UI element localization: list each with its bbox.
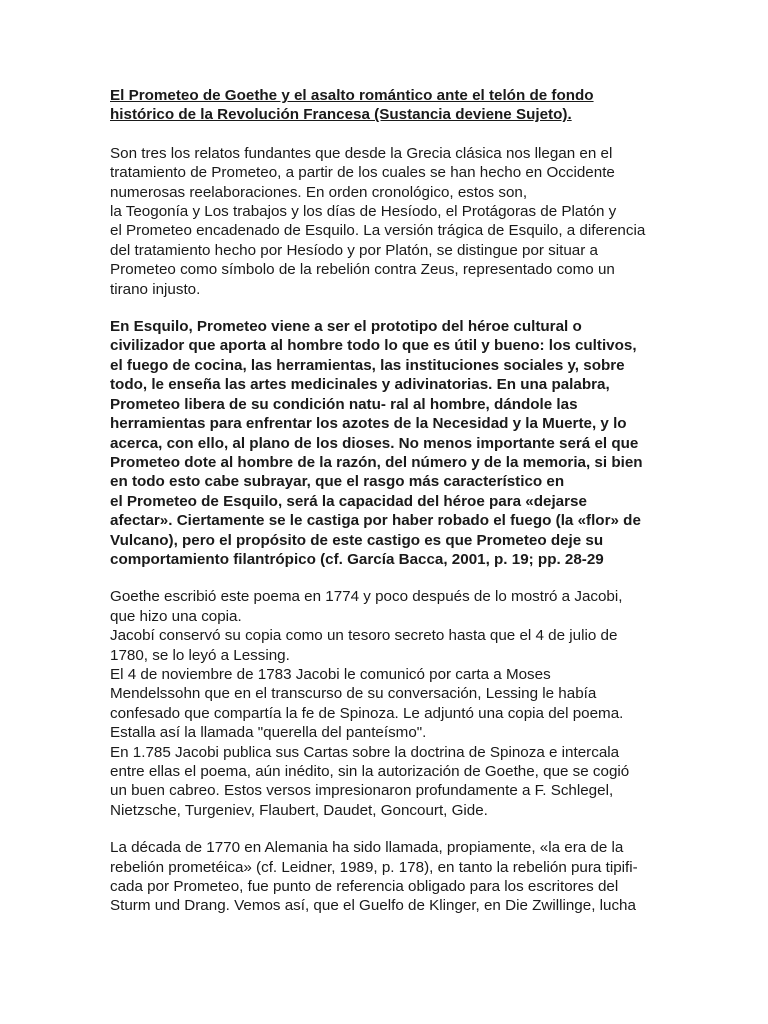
text-line: Vulcano), pero el propósito de este castigo es que Prometeo deje su	[110, 531, 604, 549]
text-line: acerca, con ello, al plano de los dioses. No menos importante será el que	[110, 434, 639, 452]
title-line: histórico de la Revolución Francesa (Sustancia deviene Sujeto).	[110, 106, 572, 124]
paragraph-gap	[110, 569, 670, 587]
paragraph-intro	[110, 144, 670, 299]
text-line: el fuego de cocina, las herramientas, las instituciones sociales y, sobre	[110, 356, 625, 374]
text-line: que hizo una copia.	[110, 607, 242, 625]
text-line: Sturm und Drang. Vemos así, que el Guelfo de Klinger, en Die Zwillinge, lucha	[110, 897, 636, 915]
text-line: tratamiento de Prometeo, a partir de los cuales se han hecho en Occidente	[110, 164, 615, 182]
text-line: la Teogonía y Los trabajos y los días de Hesíodo, el Protágoras de Platón y	[110, 203, 617, 221]
text-line: En 1.785 Jacobi publica sus Cartas sobre la doctrina de Spinoza e intercala	[110, 743, 620, 761]
text-line: tirano injusto.	[110, 280, 201, 298]
text-line: Mendelssohn que en el transcurso de su conversación, Lessing le había	[110, 685, 597, 703]
text-line: La década de 1770 en Alemania ha sido llamada, propiamente, «la era de la	[110, 839, 624, 857]
text-line: Prometeo dote al hombre de la razón, del número y de la memoria, si bien	[110, 453, 643, 471]
text-line: Prometeo como símbolo de la rebelión contra Zeus, representado como un	[110, 261, 615, 279]
text-line: un buen cabreo. Estos versos impresionaron profundamente a F. Schlegel,	[110, 782, 614, 800]
text-line: Nietzsche, Turgeniev, Flaubert, Daudet, Goncourt, Gide.	[110, 801, 488, 819]
paragraph-gap	[110, 299, 670, 317]
paragraph-goethe	[110, 587, 670, 820]
text-line: el Prometeo encadenado de Esquilo. La versión trágica de Esquilo, a diferencia	[110, 222, 646, 240]
text-line: todo, le enseña las artes medicinales y adivinatorias. En una palabra,	[110, 376, 610, 394]
text-line: numerosas reelaboraciones. En orden cronológico, estos son,	[110, 183, 528, 201]
paragraph-gap	[110, 125, 670, 144]
text-line: comportamiento filantrópico (cf. García Bacca, 2001, p. 19; pp. 28-29	[110, 550, 604, 568]
text-line: Goethe escribió este poema en 1774 y poco después de lo mostró a Jacobi,	[110, 588, 623, 606]
paragraph-esquilo	[110, 317, 670, 569]
text-line: rebelión prometéica» (cf. Leidner, 1989, p. 178), en tanto la rebelión pura tipifi-	[110, 858, 638, 876]
title-line: El Prometeo de Goethe y el asalto romántico ante el telón de fondo	[110, 87, 594, 104]
text-line: cada por Prometeo, fue punto de referencia obligado para los escritores del	[110, 878, 619, 896]
paragraph-sturm-und-drang	[110, 838, 670, 916]
text-line: del tratamiento hecho por Hesíodo y por Platón, se distingue por situar a	[110, 241, 598, 259]
text-line: En Esquilo, Prometeo viene a ser el prototipo del héroe cultural o	[110, 318, 582, 336]
text-line: civilizador que aporta al hombre todo lo que es útil y bueno: los cultivos,	[110, 337, 637, 355]
text-line: el Prometeo de Esquilo, será la capacidad del héroe para «dejarse	[110, 492, 587, 510]
text-line: El 4 de noviembre de 1783 Jacobi le comunicó por carta a Moses	[110, 665, 551, 683]
text-line: confesado que compartía la fe de Spinoza. Le adjuntó una copia del poema.	[110, 704, 624, 722]
text-line: Estalla así la llamada "querella del panteísmo".	[110, 724, 427, 742]
text-line: Son tres los relatos fundantes que desde la Grecia clásica nos llegan en el	[110, 144, 613, 162]
document-page	[110, 86, 670, 916]
text-line: afectar». Ciertamente se le castiga por haber robado el fuego (la «flor» de	[110, 512, 641, 530]
text-line: Jacobí conservó su copia como un tesoro secreto hasta que el 4 de julio de	[110, 627, 618, 645]
paragraph-gap	[110, 820, 670, 838]
text-line: Prometeo libera de su condición natu- ral al hombre, dándole las	[110, 395, 578, 413]
text-line: herramientas para enfrentar los azotes de la Necesidad y la Muerte, y lo	[110, 415, 627, 433]
text-line: 1780, se lo leyó a Lessing.	[110, 646, 290, 664]
text-line: en todo esto cabe subrayar, que el rasgo más característico en	[110, 473, 565, 491]
document-title	[110, 86, 670, 125]
text-line: entre ellas el poema, aún inédito, sin la autorización de Goethe, que se cogió	[110, 763, 630, 780]
